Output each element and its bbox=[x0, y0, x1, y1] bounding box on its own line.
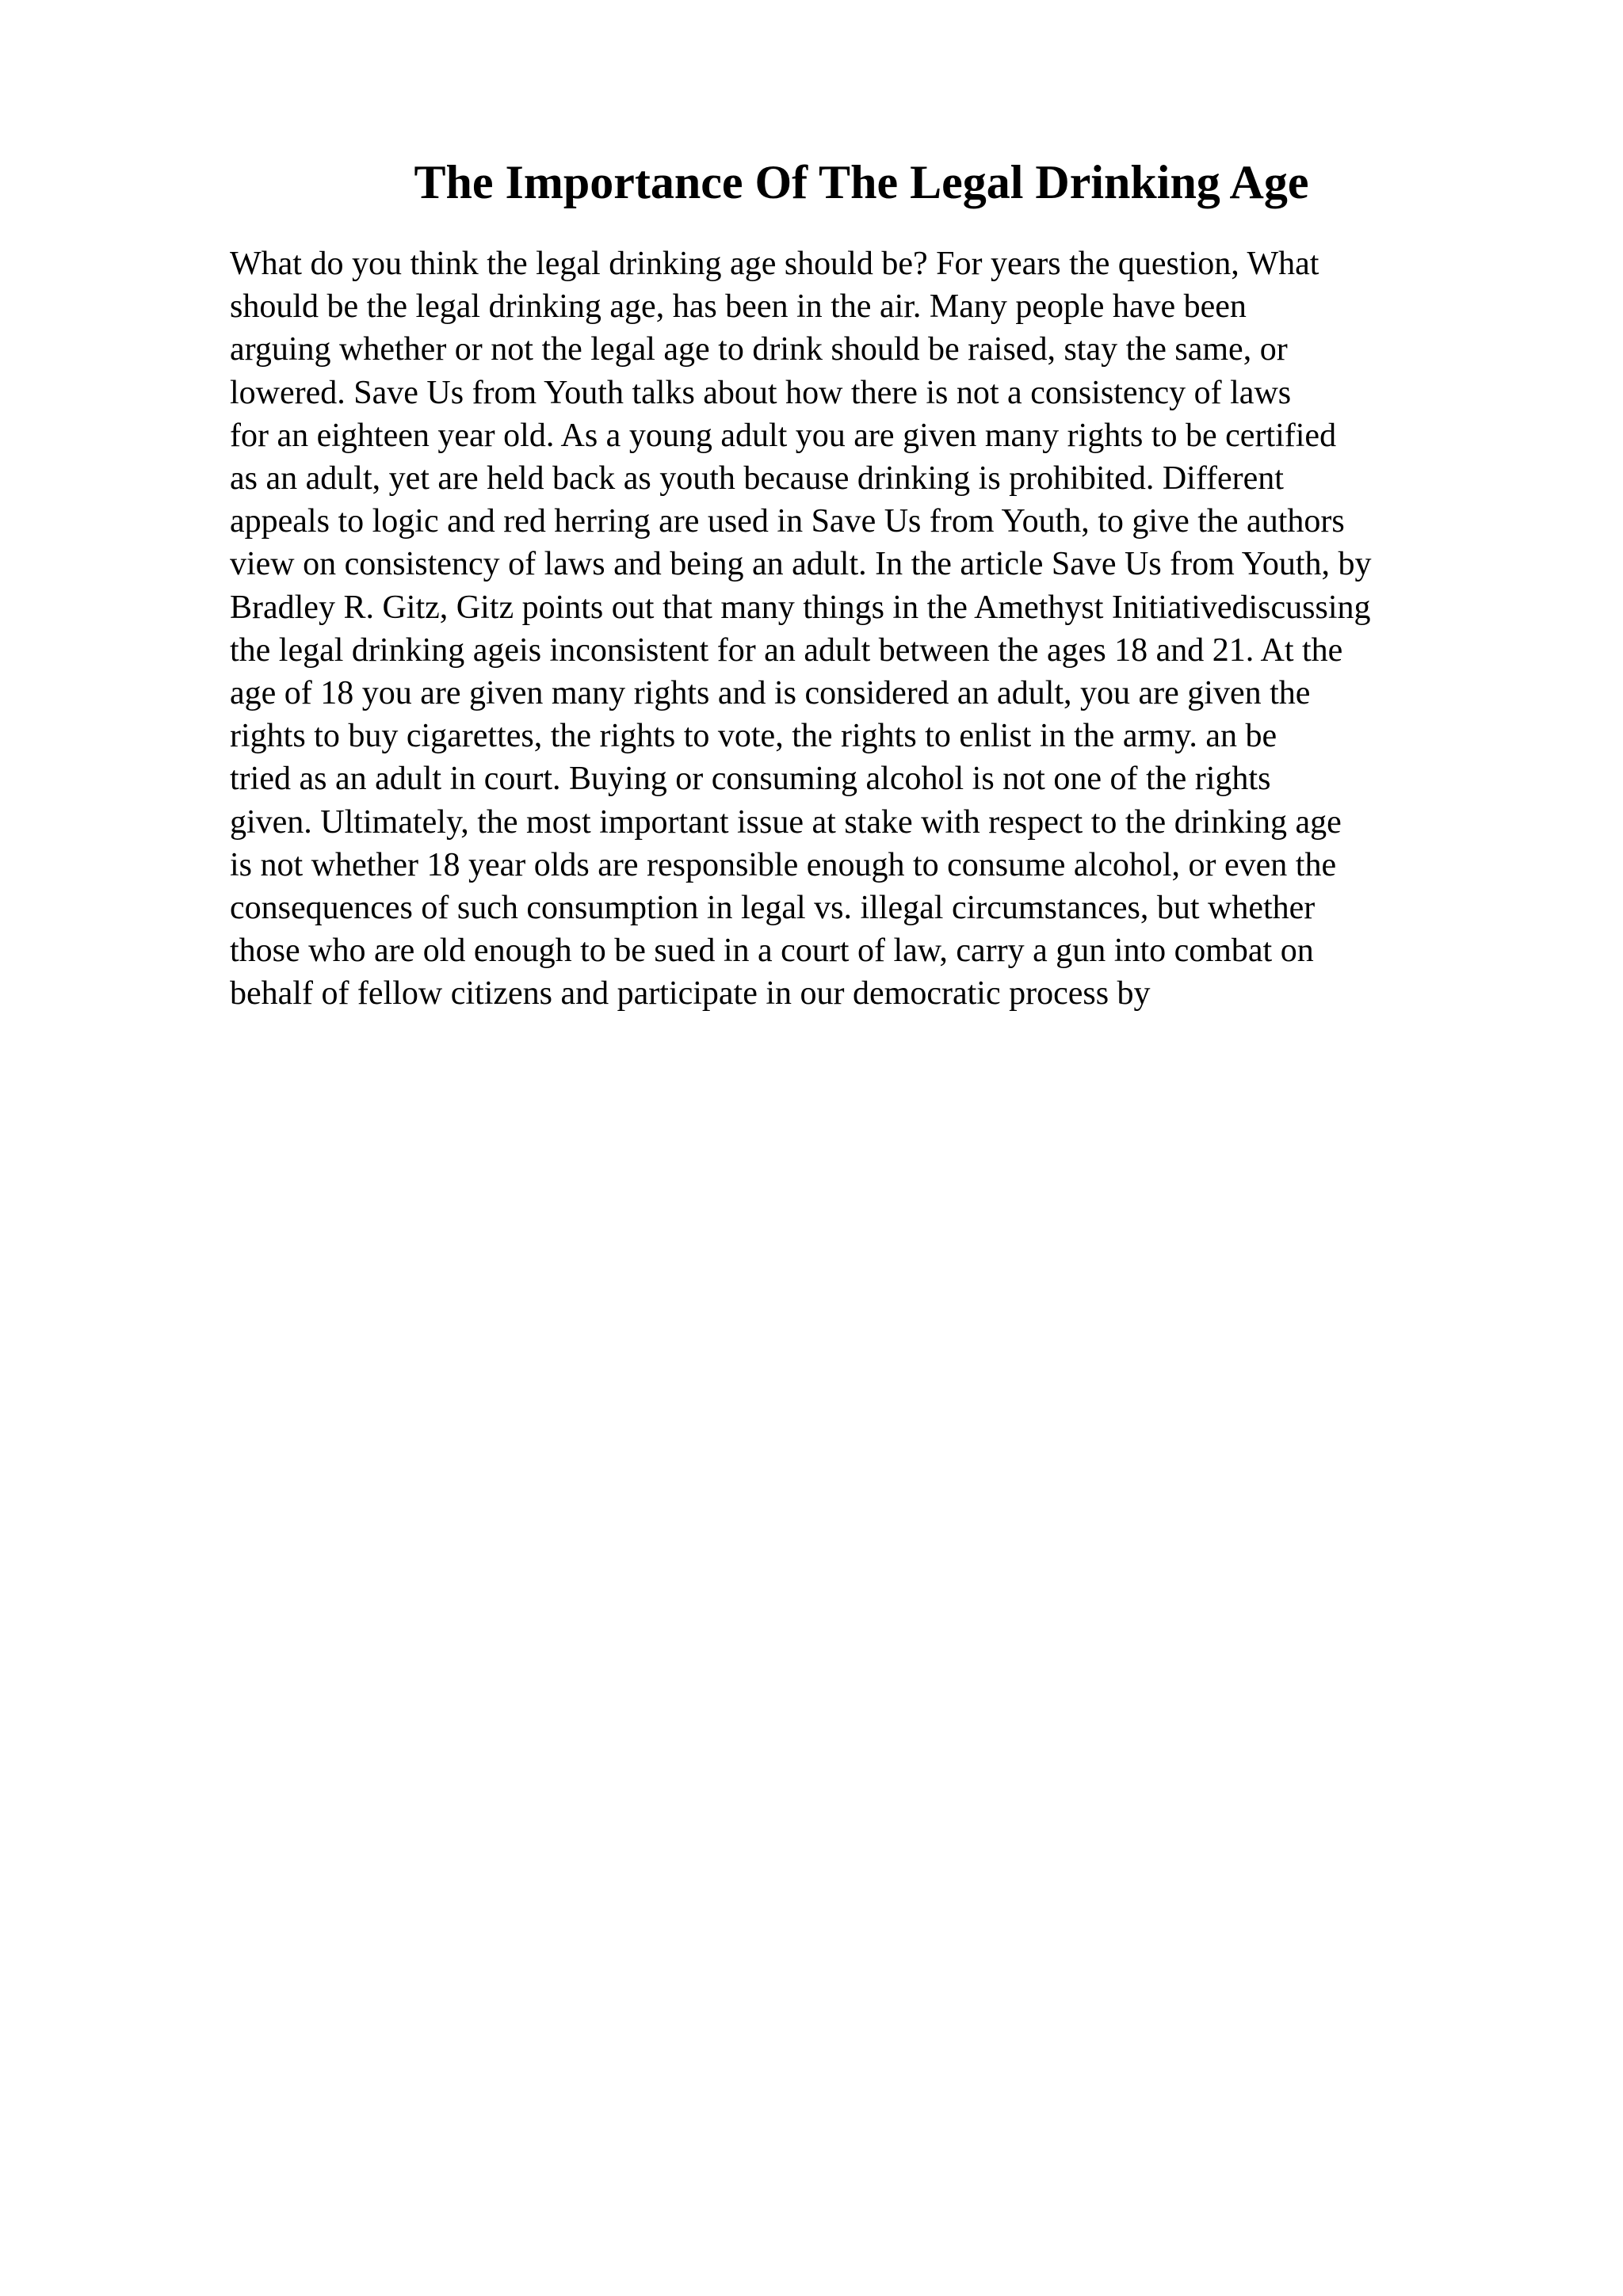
body-line: What do you think the legal drinking age should be? For years the question, What bbox=[230, 246, 1319, 282]
document-title: The Importance Of The Legal Drinking Age bbox=[414, 156, 1309, 208]
body-line: is not whether 18 year olds are responsible enough to consume alcohol, or even the bbox=[230, 846, 1337, 883]
body-line: rights to buy cigarettes, the rights to vote, the rights to enlist in the army. an be bbox=[230, 718, 1277, 755]
body-line: should be the legal drinking age, has been in the air. Many people have been bbox=[230, 288, 1247, 326]
body-line: behalf of fellow citizens and participate in our democratic process by bbox=[230, 975, 1151, 1013]
body-line: view on consistency of laws and being an adult. In the article Save Us from Youth, by bbox=[230, 546, 1372, 583]
body-line: arguing whether or not the legal age to drink should be raised, stay the same, or bbox=[230, 331, 1288, 368]
body-line: lowered. Save Us from Youth talks about how there is not a consistency of laws bbox=[230, 374, 1292, 411]
body-line: age of 18 you are given many rights and is considered an adult, you are given the bbox=[230, 675, 1311, 712]
body-line: for an eighteen year old. As a young adult you are given many rights to be certified bbox=[230, 417, 1337, 454]
body-line: those who are old enough to be sued in a court of law, carry a gun into combat on bbox=[230, 933, 1314, 970]
body-line: the legal drinking ageis inconsistent for an adult between the ages 18 and 21. At the bbox=[230, 631, 1343, 669]
body-line: as an adult, yet are held back as youth because drinking is prohibited. Different bbox=[230, 460, 1284, 498]
body-line: appeals to logic and red herring are used in Save Us from Youth, to give the authors bbox=[230, 503, 1345, 540]
body-line: Bradley R. Gitz, Gitz points out that many things in the Amethyst Initiativediscussing bbox=[230, 589, 1371, 626]
body-line: tried as an adult in court. Buying or consuming alcohol is not one of the rights bbox=[230, 761, 1271, 798]
document-body bbox=[230, 242, 1514, 1016]
body-line: consequences of such consumption in legal vs. illegal circumstances, but whether bbox=[230, 890, 1316, 927]
body-line: given. Ultimately, the most important issue at stake with respect to the drinking age bbox=[230, 803, 1342, 841]
